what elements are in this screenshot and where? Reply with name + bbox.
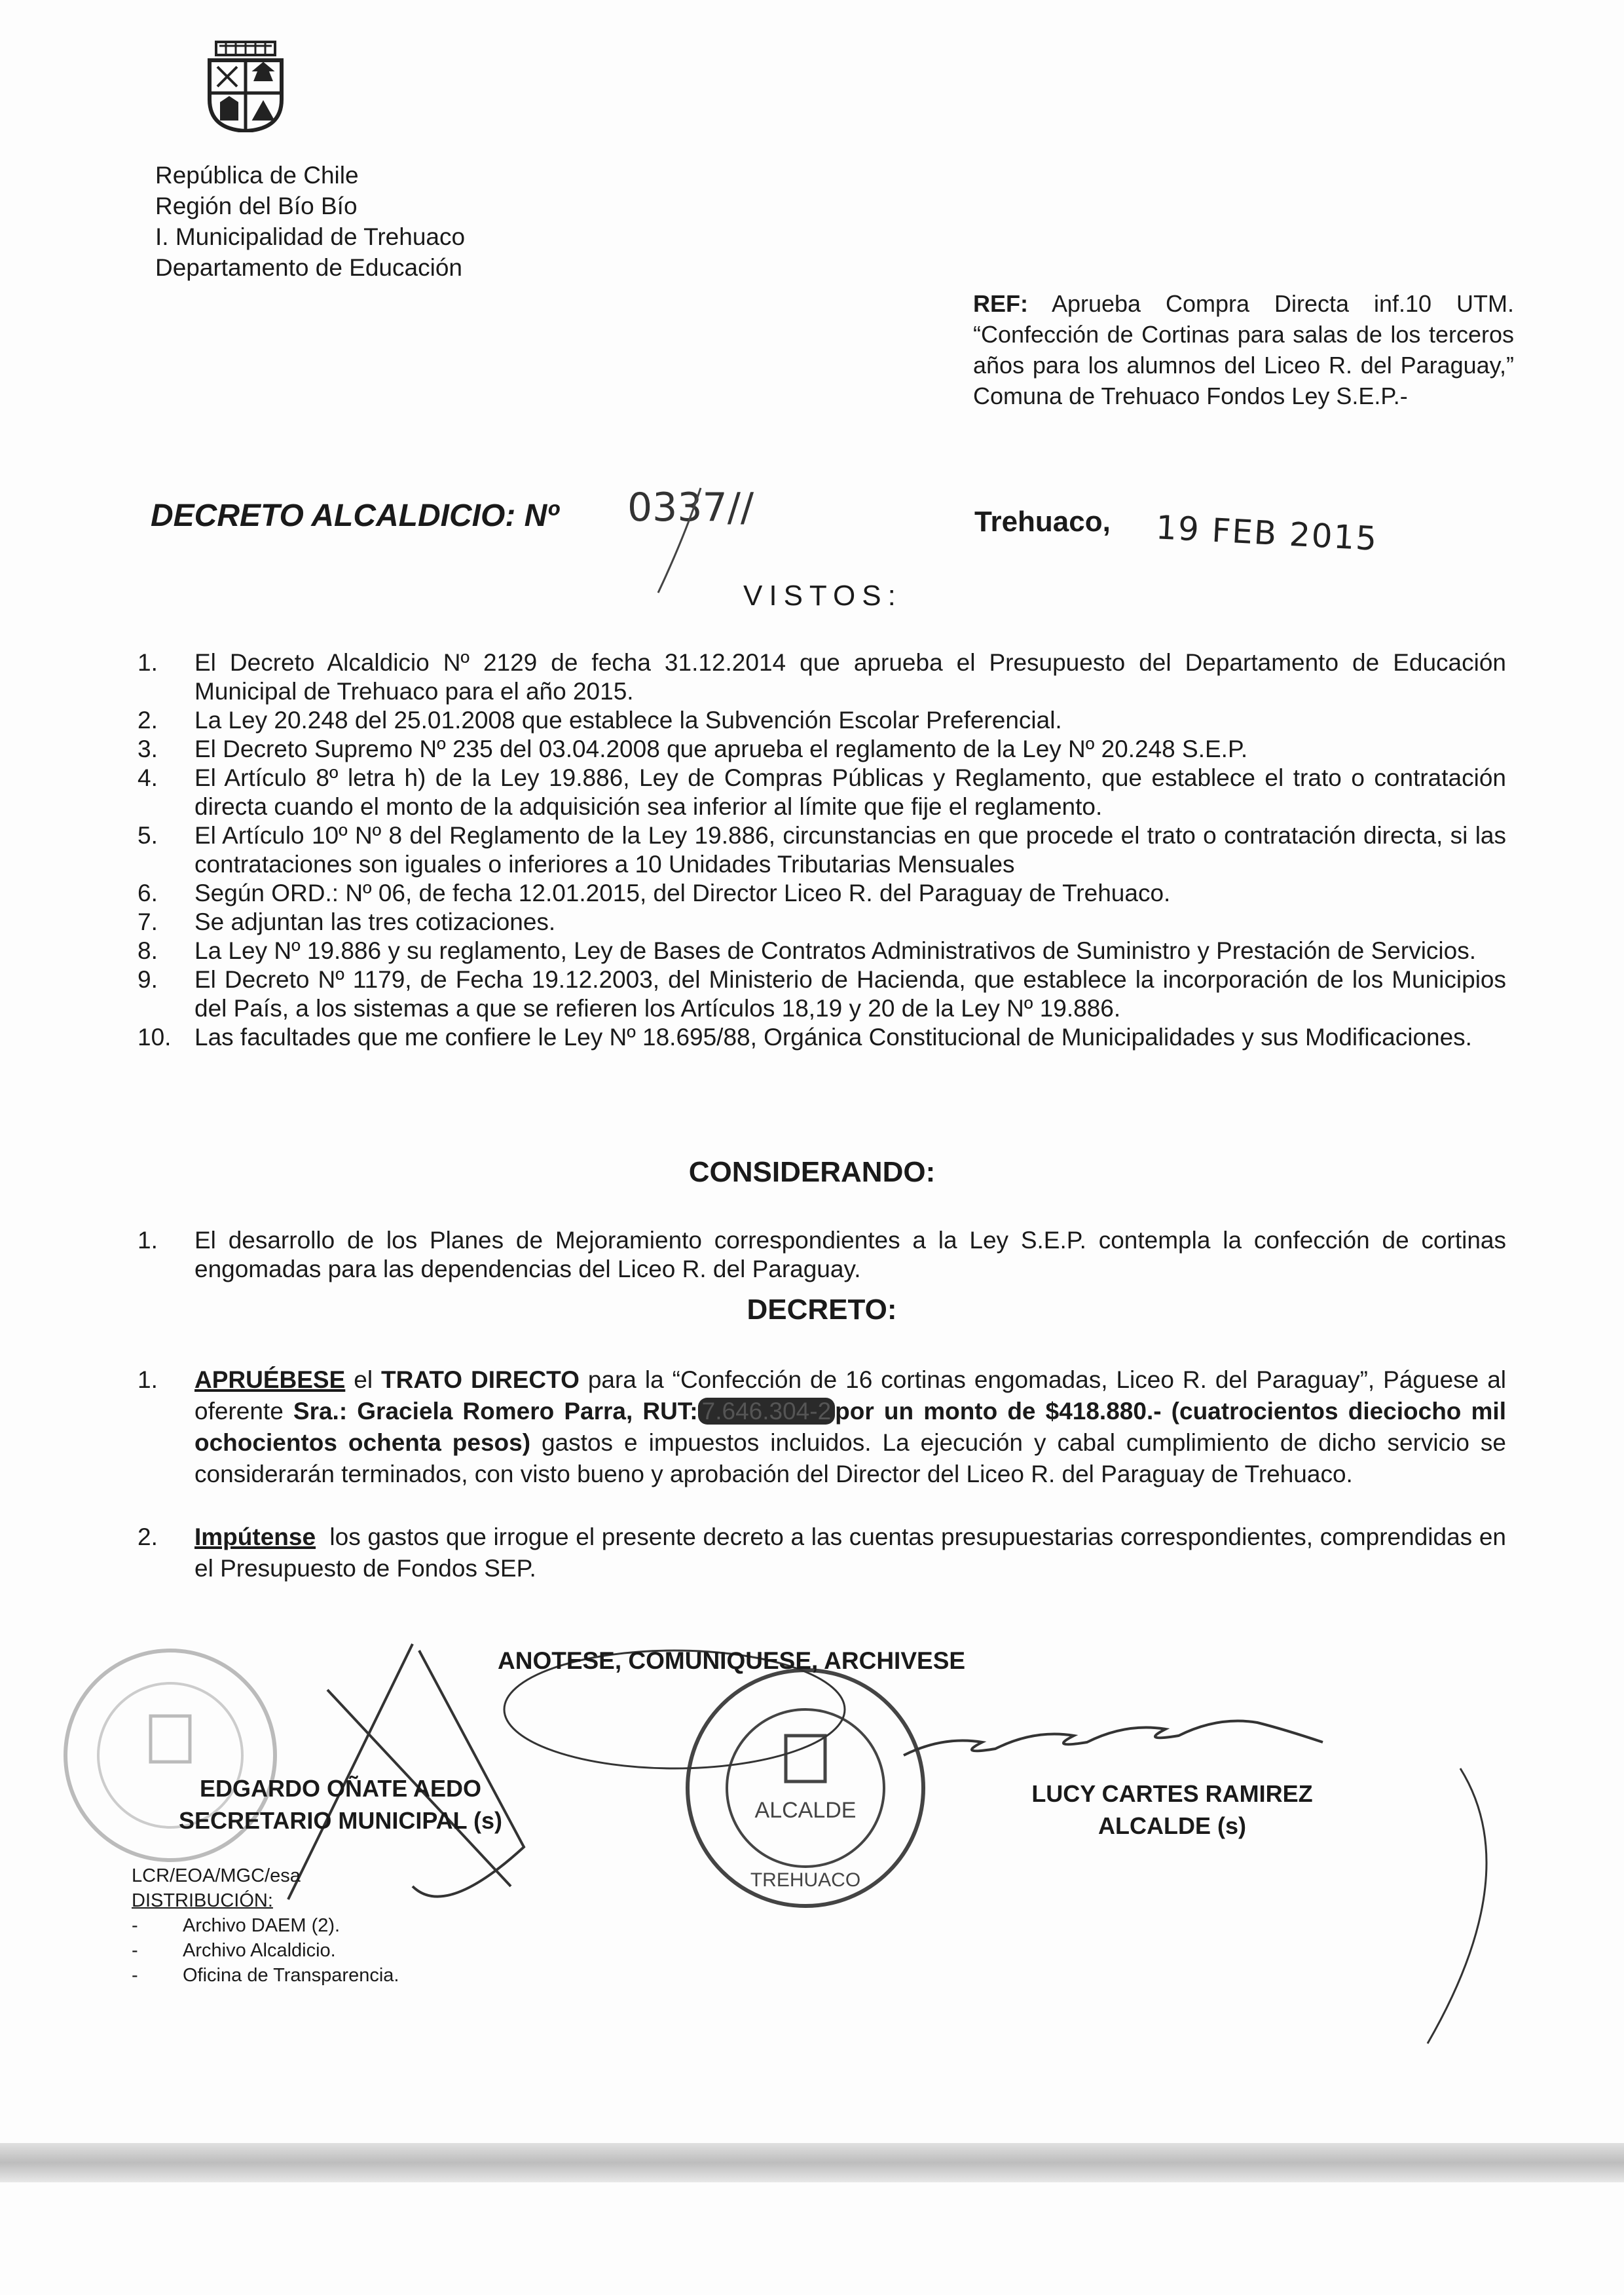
- item-text: Las facultades que me confiere le Ley Nº 18.695/88, Orgánica Constitucional de Municipalidades y sus Modificaciones.: [194, 1024, 1472, 1051]
- place: Trehuaco,: [974, 506, 1111, 538]
- list-item: [138, 821, 1506, 879]
- header-line: República de Chile: [155, 162, 359, 189]
- item-text: [194, 1364, 1506, 1490]
- list-item: [138, 1023, 1506, 1052]
- initials: LCR/EOA/MGC/esa: [132, 1865, 301, 1886]
- item-number: 5.: [138, 822, 158, 849]
- list-item: [138, 706, 1506, 735]
- item-number: 4.: [138, 764, 158, 791]
- svg-text:TREHUACO: TREHUACO: [750, 1869, 861, 1891]
- list-item: [138, 879, 1506, 908]
- mayor-signature-block: [1008, 1778, 1336, 1842]
- trato-directo: TRATO DIRECTO: [381, 1366, 580, 1393]
- item-text: La Ley 20.248 del 25.01.2008 que establece la Subvención Escolar Preferencial.: [194, 707, 1062, 734]
- item-text: Archivo DAEM (2).: [183, 1915, 341, 1936]
- item-number: 1.: [138, 1227, 158, 1254]
- payee: Sra.: Graciela Romero Parra, RUT:: [293, 1398, 698, 1425]
- text: para la “Confección de 16 cortinas engomadas, Liceo R. del Paraguay”, Páguese al oferente: [194, 1366, 1506, 1425]
- considerando-list: [138, 1226, 1506, 1284]
- list-item: [138, 735, 1506, 764]
- vistos-heading: VISTOS:: [743, 580, 902, 612]
- text: gastos e impuestos incluidos. La ejecución y cabal cumplimiento de dicho servicio se considerarán terminados, con visto bueno y aprobación del Director del Liceo R. del Paraguay de Trehuaco.: [194, 1429, 1506, 1487]
- redacted-rut: 7.646.304-2: [698, 1398, 836, 1425]
- item-text: Según ORD.: Nº 06, de fecha 12.01.2015, del Director Liceo R. del Paraguay de Trehuaco.: [194, 880, 1171, 906]
- signer-role: ALCALDE (s): [1098, 1812, 1246, 1839]
- item-number: 8.: [138, 937, 158, 964]
- header-line: Región del Bío Bío: [155, 193, 358, 219]
- item-text: Oficina de Transparencia.: [183, 1965, 399, 1986]
- date-stamp: 19 FEB 2015: [1154, 508, 1379, 558]
- amount: por un monto de $418.880.- (cuatrocientos dieciocho mil ochocientos ochenta pesos): [194, 1398, 1506, 1456]
- distribution-item: - Oficina de Transparencia.: [132, 1963, 399, 1988]
- item-number: 3.: [138, 736, 158, 762]
- decree-number-handwritten: 0337//: [627, 485, 754, 531]
- header-line: I. Municipalidad de Trehuaco: [155, 223, 466, 250]
- list-item: [138, 937, 1506, 965]
- distribution-heading: DISTRIBUCIÓN:: [132, 1890, 273, 1911]
- item-text: Archivo Alcaldicio.: [183, 1940, 336, 1961]
- text: los gastos que irrogue el presente decreto a las cuentas presupuestarias correspondientes, comprendidas en el Presupuesto de Fondos SEP.: [194, 1523, 1513, 1582]
- item-text: El Decreto Nº 1179, de Fecha 19.12.2003, del Ministerio de Hacienda, que establece la incorporación de los Municipios del País, a los sistemas a que se refieren los Artículos 18,19 y 20 de la Ley Nº 19.886.: [194, 966, 1506, 1022]
- signer-name: LUCY CARTES RAMIREZ: [1031, 1780, 1313, 1807]
- item-text: El Decreto Supremo Nº 235 del 03.04.2008 que aprueba el reglamento de la Ley Nº 20.248 S.E.P.: [194, 736, 1248, 762]
- decreto-list: [138, 1364, 1513, 1616]
- signer-role: SECRETARIO MUNICIPAL (s): [178, 1807, 502, 1834]
- vistos-list: [138, 648, 1506, 1052]
- item-number: 6.: [138, 880, 158, 906]
- considerando-heading: CONSIDERANDO:: [688, 1156, 936, 1188]
- ref-label: REF:: [973, 290, 1028, 317]
- list-item: [138, 1521, 1513, 1584]
- item-text: Se adjuntan las tres cotizaciones.: [194, 908, 556, 935]
- reference-block: [973, 288, 1514, 411]
- text: el: [345, 1366, 382, 1393]
- item-text: El Artículo 10º Nº 8 del Reglamento de la Ley 19.886, circunstancias en que procede el trato o contratación directa, si las contrataciones son iguales o inferiores a 10 Unidades Tributarias Mensuales: [194, 822, 1506, 878]
- item-text: La Ley Nº 19.886 y su reglamento, Ley de Bases de Contratos Administrativos de Suministro y Prestación de Servicios.: [194, 937, 1477, 964]
- impute-verb: Impútense: [194, 1523, 316, 1550]
- list-item: [138, 908, 1506, 937]
- decree-title: DECRETO ALCALDICIO: Nº: [151, 498, 559, 533]
- secretary-signature-block: [157, 1772, 524, 1837]
- item-number: 10.: [138, 1024, 172, 1051]
- item-number: 2.: [138, 1523, 158, 1550]
- signer-name: EDGARDO OÑATE AEDO: [199, 1775, 481, 1802]
- item-number: 9.: [138, 966, 158, 993]
- list-item: [138, 764, 1506, 821]
- item-number: 1.: [138, 649, 158, 676]
- handwritten-signatures: [249, 1611, 1559, 2135]
- item-text: El Artículo 8º letra h) de la Ley 19.886, Ley de Compras Públicas y Reglamento, que establece el trato o contratación directa cuando el monto de la adquisición sea inferior al límite que fije el reglamento.: [194, 764, 1506, 820]
- list-item: [138, 1226, 1506, 1284]
- item-number: 1.: [138, 1366, 158, 1393]
- item-text: [194, 1521, 1513, 1584]
- ref-text: Aprueba Compra Directa inf.10 UTM. “Confección de Cortinas para salas de los terceros años para los alumnos del Liceo R. del Paraguay,” Comuna de Trehuaco Fondos Ley S.E.P.-: [973, 290, 1514, 409]
- list-item: [138, 965, 1506, 1023]
- item-number: 7.: [138, 908, 158, 935]
- distribution-item: - Archivo Alcaldicio.: [132, 1938, 399, 1963]
- item-text: El desarrollo de los Planes de Mejoramiento correspondientes a la Ley S.E.P. contempla la confección de cortinas engomadas para las dependencias del Liceo R. del Paraguay.: [194, 1227, 1506, 1282]
- svg-text:ALCALDE: ALCALDE: [754, 1798, 857, 1823]
- item-text: El Decreto Alcaldicio Nº 2129 de fecha 31.12.2014 que aprueba el Presupuesto del Departamento de Educación Municipal de Trehuaco para el año 2015.: [194, 649, 1506, 705]
- decreto-heading: DECRETO:: [747, 1294, 897, 1326]
- distribution-block: [132, 1863, 399, 1988]
- municipal-coat-of-arms-logo: [203, 41, 288, 132]
- scan-edge-band: [0, 2143, 1624, 2182]
- handwritten-slash: [655, 485, 707, 596]
- list-item: [138, 648, 1506, 706]
- approve-verb: APRUÉBESE: [194, 1366, 346, 1393]
- distribution-item: - Archivo DAEM (2).: [132, 1913, 399, 1938]
- issuer-header: [155, 160, 465, 283]
- header-line: Departamento de Educación: [155, 254, 462, 281]
- list-item: [138, 1364, 1506, 1490]
- item-number: 2.: [138, 707, 158, 734]
- closing-formula: ANOTESE, COMUNIQUESE, ARCHIVESE: [498, 1647, 966, 1674]
